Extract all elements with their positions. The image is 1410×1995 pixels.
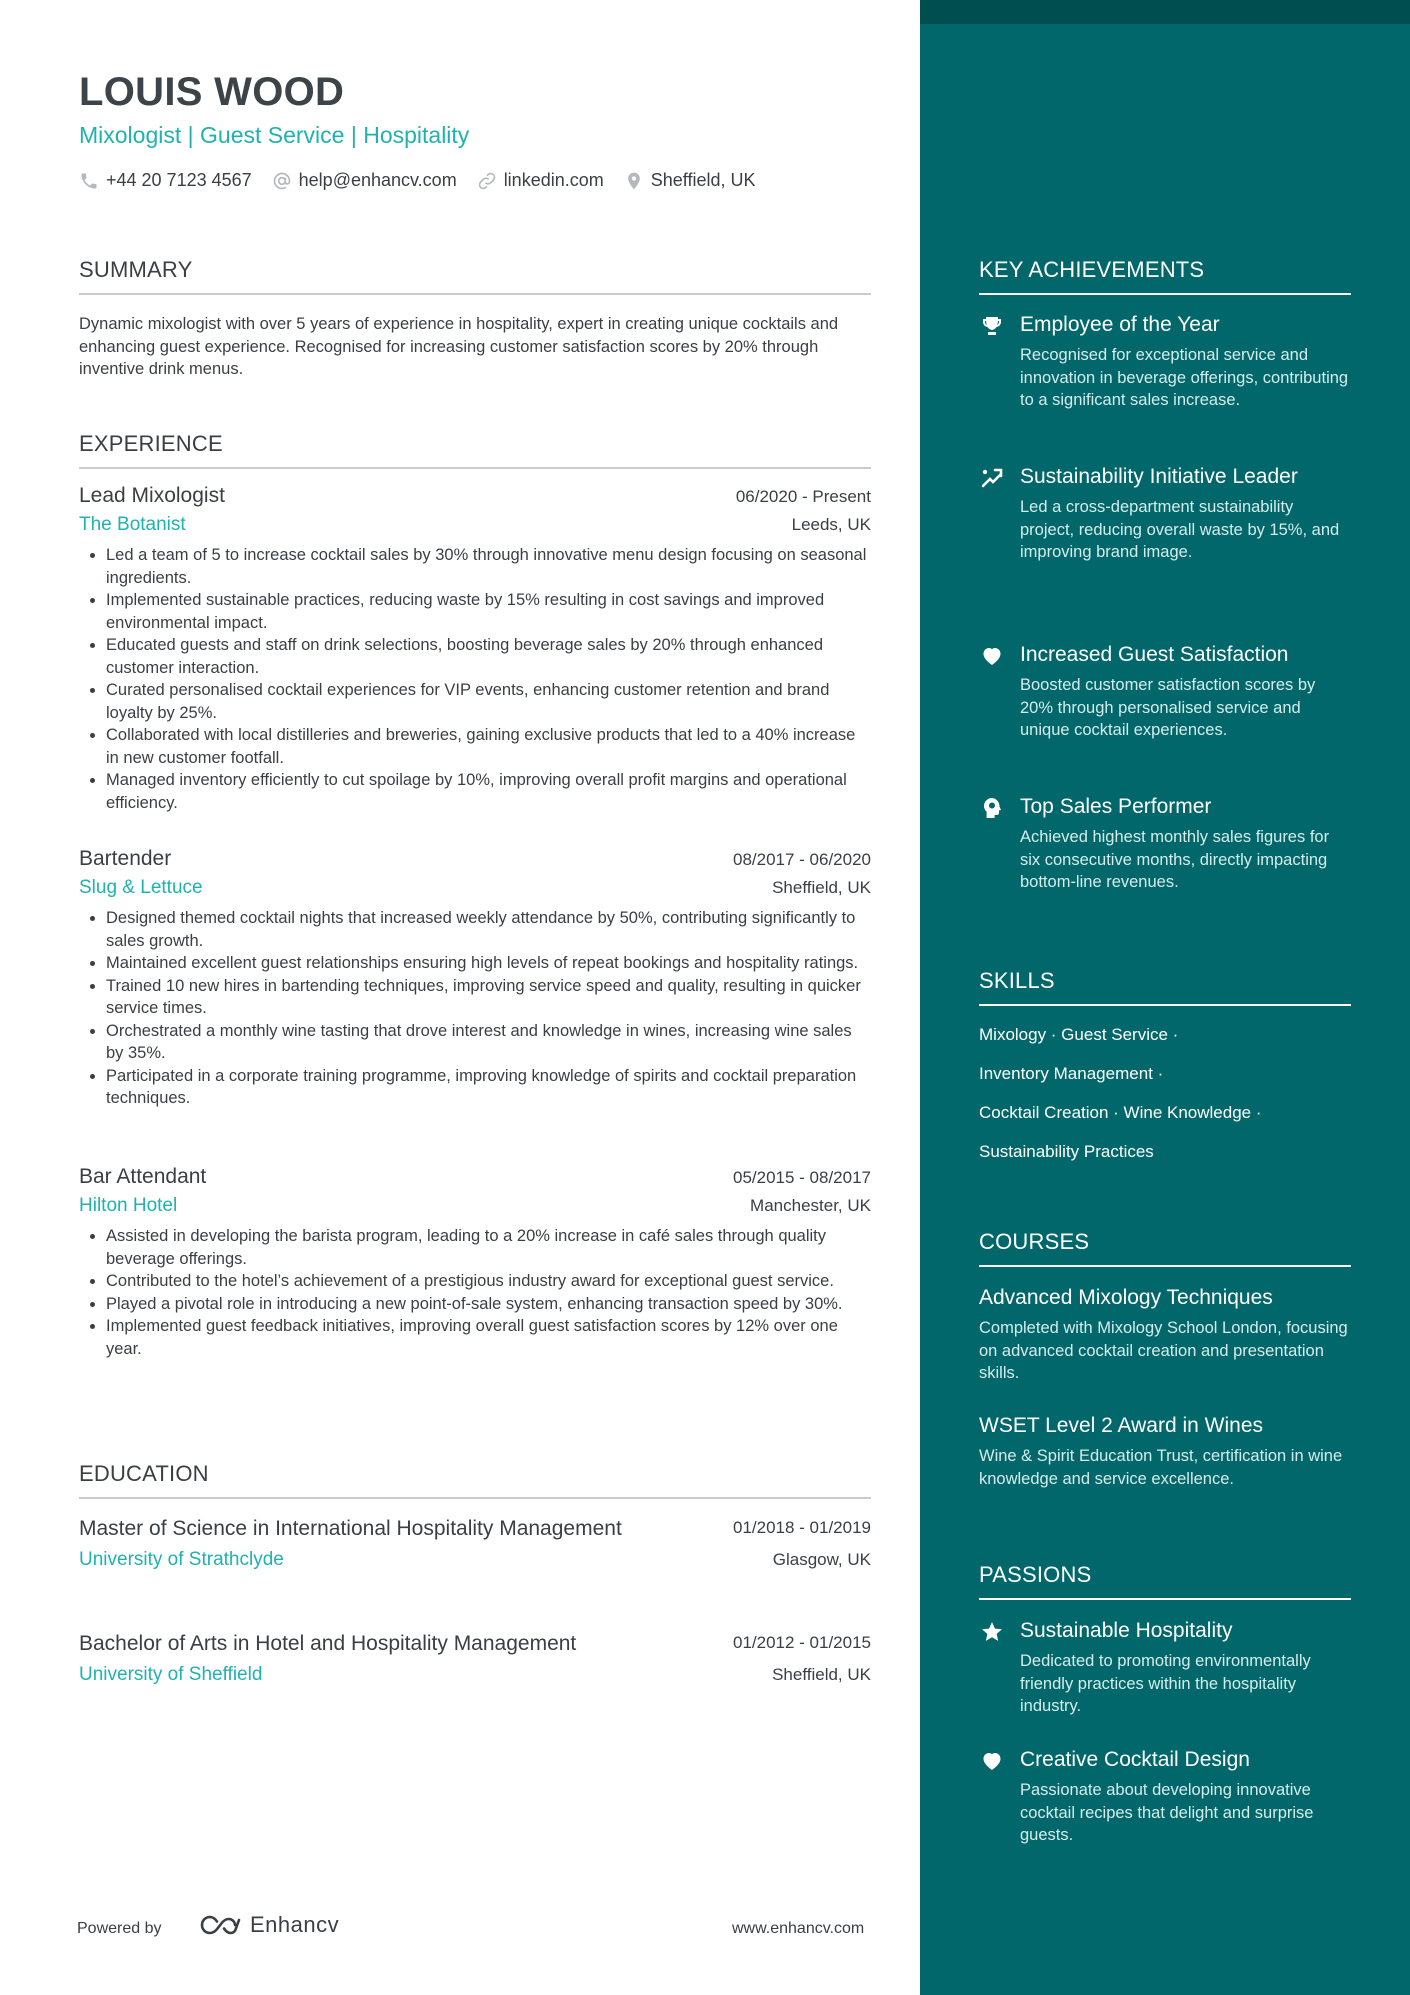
achievement-title: Sustainability Initiative Leader — [1020, 465, 1298, 488]
job-bullet: • Implemented guest feedback initiatives, improving overall guest satisfaction scores by 12% over one year. — [106, 1315, 871, 1360]
job-date: 05/2015 - 08/2017 — [732, 1168, 871, 1187]
job-location: Sheffield, UK — [772, 878, 871, 897]
email-text: help@enhancv.com — [298, 170, 457, 190]
job-bullet: • Collaborated with local distilleries and breweries, gaining exclusive products that led to a 40% increase in new customer footfall. — [106, 724, 871, 769]
job-bullet: • Led a team of 5 to increase cocktail sales by 30% through innovative menu design focusing on seasonal ingredients. — [106, 544, 871, 589]
courses-heading: COURSES — [979, 1229, 1351, 1267]
job-bullet: • Educated guests and staff on drink selections, boosting beverage sales by 20% through enhanced customer interaction. — [106, 634, 871, 679]
passion-title: Sustainable Hospitality — [1020, 1619, 1233, 1642]
enhancv-logo-text: Enhancv — [250, 1912, 340, 1937]
achievement-item — [979, 311, 1351, 412]
location-text: Sheffield, UK — [650, 170, 756, 190]
education-heading: EDUCATION — [79, 1461, 871, 1499]
candidate-name: LOUIS WOOD — [79, 70, 345, 114]
contact-linkedin[interactable] — [477, 170, 604, 191]
phone-text: +44 20 7123 4567 — [106, 170, 252, 190]
achievement-title: Top Sales Performer — [1020, 795, 1212, 818]
school-name: University of Strathclyde — [79, 1549, 284, 1570]
degree-title: Bachelor of Arts in Hotel and Hospitality Management — [79, 1632, 577, 1655]
job-title: Bar Attendant — [79, 1165, 207, 1188]
school-location: Sheffield, UK — [772, 1665, 871, 1684]
skills-line: Inventory Management · — [979, 1064, 1164, 1083]
job-bullet: • Designed themed cocktail nights that increased weekly attendance by 50%, contributing significantly to sales growth. — [106, 907, 871, 952]
job-bullet: • Trained 10 new hires in bartending techniques, improving service speed and quality, resulting in quicker service times. — [106, 975, 871, 1020]
contact-location — [624, 170, 756, 191]
course-desc: Wine & Spirit Education Trust, certification in wine knowledge and service excellence. — [979, 1447, 1343, 1488]
passions-heading: PASSIONS — [979, 1562, 1351, 1600]
head-icon — [979, 795, 1005, 821]
education-entry-1 — [79, 1515, 871, 1571]
enhancv-logo[interactable] — [196, 1912, 339, 1938]
skills-line: Sustainability Practices — [979, 1142, 1154, 1161]
footer-url[interactable]: www.enhancv.com — [732, 1920, 865, 1937]
contact-email[interactable] — [272, 170, 457, 191]
job-bullet: • Participated in a corporate training programme, improving knowledge of spirits and cocktail preparation techniques. — [106, 1065, 871, 1110]
location-pin-icon — [624, 171, 644, 191]
job-location: Leeds, UK — [791, 515, 871, 534]
degree-title: Master of Science in International Hospitality Management — [79, 1517, 622, 1540]
job-bullet: • Maintained excellent guest relationships ensuring high levels of repeat bookings and hospitality ratings. — [106, 952, 871, 975]
summary-heading: SUMMARY — [79, 257, 871, 295]
summary-text: Dynamic mixologist with over 5 years of experience in hospitality, expert in creating unique cocktails and enhancing guest experience. Recognised for increasing customer satisfaction scores by 20% through inventive drink menus. — [79, 315, 839, 378]
contact-phone[interactable] — [79, 170, 252, 191]
job-date: 06/2020 - Present — [735, 487, 871, 506]
skills-line: Cocktail Creation · Wine Knowledge · — [979, 1103, 1262, 1122]
powered-by-label: Powered by — [77, 1920, 162, 1937]
job-bullet: • Managed inventory efficiently to cut spoilage by 10%, improving overall profit margins and operational efficiency. — [106, 769, 871, 814]
heart-icon — [979, 1748, 1005, 1774]
job-bullet: • Curated personalised cocktail experiences for VIP events, enhancing customer retention and brand loyalty by 25%. — [106, 679, 871, 724]
job-bullet: • Contributed to the hotel’s achievement of a prestigious industry award for exceptional guest service. — [106, 1270, 871, 1293]
achievement-item — [979, 793, 1351, 894]
passion-desc: Passionate about developing innovative cocktail recipes that delight and surprise guests. — [1020, 1781, 1314, 1844]
education-entry-2 — [79, 1630, 871, 1686]
skills-heading: SKILLS — [979, 968, 1351, 1006]
linkedin-text: linkedin.com — [503, 170, 604, 190]
trophy-icon — [979, 313, 1005, 339]
job-bullet: • Assisted in developing the barista program, leading to a 20% increase in café sales through quality beverage offerings. — [106, 1225, 871, 1270]
job-location: Manchester, UK — [750, 1196, 871, 1215]
job-date: 08/2017 - 06/2020 — [732, 850, 871, 869]
job-title: Lead Mixologist — [79, 484, 225, 507]
phone-icon — [79, 171, 99, 191]
achievement-desc: Recognised for exceptional service and innovation in beverage offerings, contributing to a significant sales increase. — [1020, 346, 1349, 409]
at-icon — [272, 171, 292, 191]
sidebar-top-strip — [920, 0, 1410, 24]
passion-title: Creative Cocktail Design — [1020, 1748, 1250, 1771]
course-desc: Completed with Mixology School London, focusing on advanced cocktail creation and presentation skills. — [979, 1319, 1348, 1382]
school-location: Glasgow, UK — [772, 1550, 871, 1569]
sidebar — [920, 0, 1410, 1995]
job-bullet: • Implemented sustainable practices, reducing waste by 15% resulting in cost savings and improved environmental impact. — [106, 589, 871, 634]
degree-date: 01/2012 - 01/2015 — [732, 1633, 871, 1652]
headline: Mixologist | Guest Service | Hospitality — [79, 122, 470, 148]
job-entry-3 — [79, 1165, 871, 1360]
job-bullet: • Played a pivotal role in introducing a new point-of-sale system, enhancing transaction speed by 30%. — [106, 1293, 871, 1316]
achievement-desc: Achieved highest monthly sales figures for six consecutive months, directly impacting bottom-line revenues. — [1020, 828, 1330, 891]
job-bullet: • Orchestrated a monthly wine tasting that drove interest and knowledge in wines, increasing wine sales by 35%. — [106, 1020, 871, 1065]
course-title: WSET Level 2 Award in Wines — [979, 1414, 1264, 1437]
star-icon — [979, 1619, 1005, 1645]
job-company: Slug & Lettuce — [79, 877, 203, 898]
achievements-heading: KEY ACHIEVEMENTS — [979, 257, 1351, 295]
achievement-desc: Led a cross-department sustainability project, reducing overall waste by 15%, and improving brand image. — [1020, 498, 1340, 561]
achievement-item — [979, 463, 1351, 564]
job-company: Hilton Hotel — [79, 1195, 178, 1216]
school-name: University of Sheffield — [79, 1664, 263, 1685]
job-bullets — [79, 544, 871, 814]
course-item — [979, 1412, 1351, 1490]
job-title: Bartender — [79, 847, 172, 870]
job-bullets — [79, 1225, 871, 1360]
degree-date: 01/2018 - 01/2019 — [732, 1518, 871, 1537]
achievement-title: Employee of the Year — [1020, 313, 1220, 336]
passion-desc: Dedicated to promoting environmentally friendly practices within the hospitality industry. — [1020, 1652, 1311, 1715]
skills-line: Mixology · Guest Service · — [979, 1025, 1179, 1044]
achievement-title: Increased Guest Satisfaction — [1020, 643, 1289, 666]
job-company: The Botanist — [79, 514, 186, 535]
link-icon — [477, 171, 497, 191]
achievement-desc: Boosted customer satisfaction scores by 20% through personalised service and unique cocktail experiences. — [1020, 676, 1316, 739]
enhancv-logo-icon — [196, 1912, 242, 1938]
job-entry-2 — [79, 847, 871, 1110]
passion-item — [979, 1746, 1351, 1847]
contact-bar — [79, 170, 775, 191]
experience-heading: EXPERIENCE — [79, 431, 871, 469]
passion-item — [979, 1617, 1351, 1718]
chart-icon — [979, 465, 1005, 491]
heart-icon — [979, 643, 1005, 669]
course-item — [979, 1284, 1351, 1385]
course-title: Advanced Mixology Techniques — [979, 1286, 1273, 1309]
achievement-item — [979, 641, 1351, 742]
job-bullets — [79, 907, 871, 1110]
job-entry-1 — [79, 484, 871, 814]
